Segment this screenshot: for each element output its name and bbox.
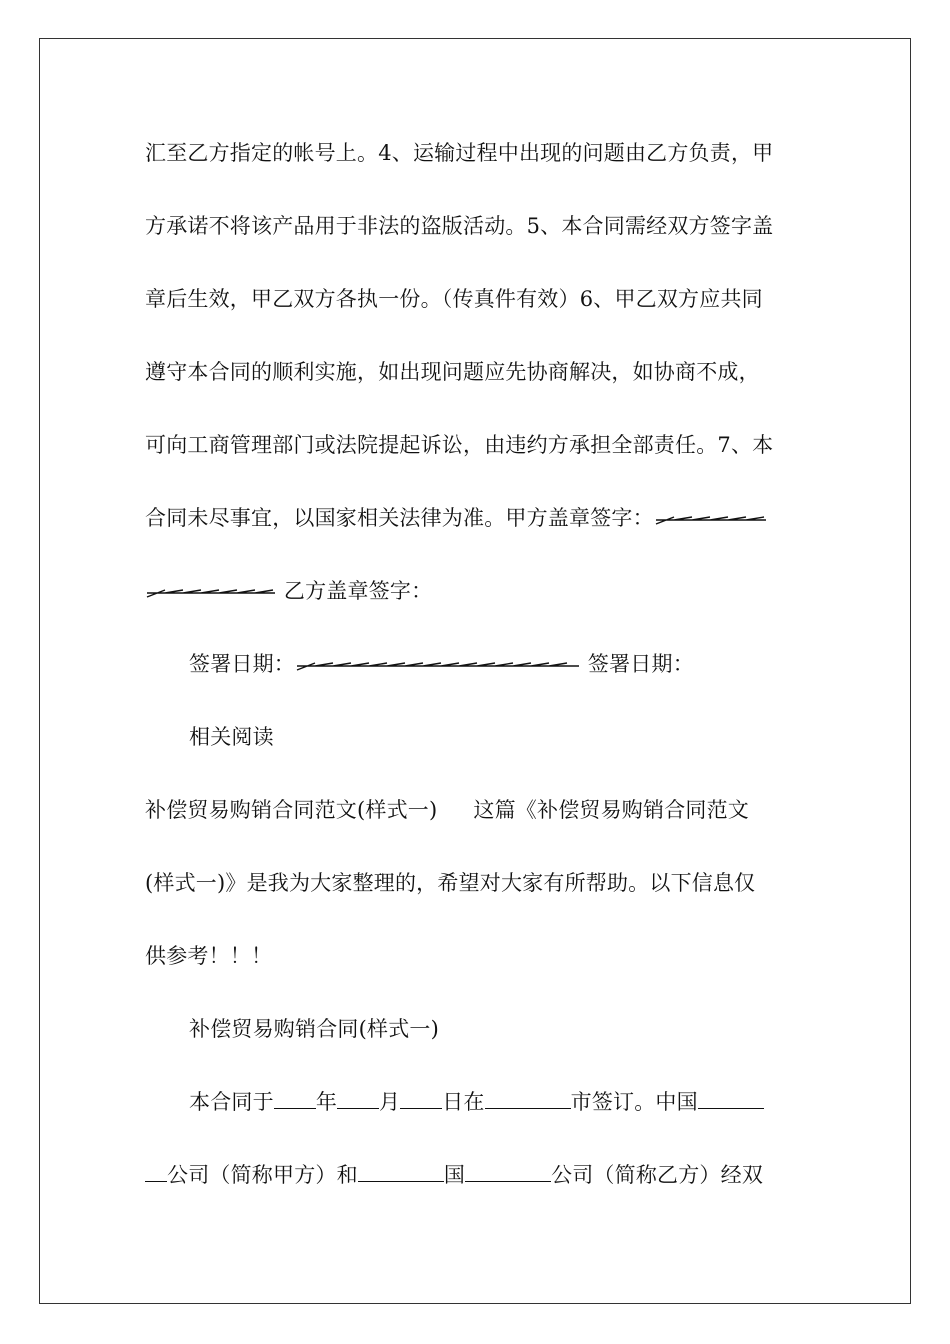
blank-country	[358, 1163, 444, 1182]
text-line-4: 遵守本合同的顺利实施，如出现问题应先协商解决，如协商不成，	[145, 360, 760, 384]
contract-title: 补偿贸易购销合同(样式一)	[189, 1017, 439, 1041]
blank-company-a	[698, 1090, 764, 1109]
blank-year	[274, 1090, 316, 1109]
blank-day	[400, 1090, 442, 1109]
blank-city	[485, 1090, 571, 1109]
contract-text: 月	[379, 1090, 401, 1114]
contract-text: 公司（简称甲方）和	[167, 1163, 358, 1187]
article-title: 补偿贸易购销合同范文(样式一)	[145, 798, 438, 822]
signature-line-a	[654, 514, 768, 526]
contract-paragraph-line-2	[145, 1152, 810, 1225]
party-b-signature-label: 乙方盖章签字：	[283, 579, 433, 603]
article-intro-line-2: (样式一)》是我为大家整理的，希望对大家有所帮助。以下信息仅	[145, 871, 756, 895]
text-line-3: 章后生效，甲乙双方各执一份。（传真件有效）6、甲乙双方应共同	[145, 287, 763, 311]
related-reading-heading: 相关阅读	[189, 725, 274, 749]
contract-text: 年	[315, 1090, 338, 1114]
article-intro-line-3: 供参考！！！	[145, 944, 273, 968]
text-line-5: 可向工商管理部门或法院提起诉讼，由违约方承担全部责任。7、本	[145, 433, 774, 457]
article-title-line	[145, 787, 810, 860]
sign-date-label-a: 签署日期：	[189, 652, 295, 676]
blank-company-a-cont	[145, 1163, 167, 1182]
blank-company-b	[465, 1163, 551, 1182]
contract-text: 本合同于	[189, 1090, 274, 1114]
contract-paragraph-line-1	[145, 1079, 810, 1152]
contract-text: 公司（简称乙方）经双	[551, 1163, 764, 1187]
text-line-6	[145, 495, 810, 568]
date-signature-line	[295, 660, 581, 672]
text-line-2: 方承诺不将该产品用于非法的盗版活动。5、本合同需经双方签字盖	[145, 214, 774, 238]
article-intro-start: 这篇《补偿贸易购销合同范文	[473, 798, 749, 822]
party-a-signature-label: 合同未尽事宜，以国家相关法律为准。甲方盖章签字：	[145, 506, 654, 530]
document-body	[145, 130, 810, 1225]
blank-month	[337, 1090, 379, 1109]
signature-line-a-cont	[145, 587, 277, 599]
contract-text: 市签订。中国	[570, 1090, 698, 1114]
sign-date-label-b: 签署日期：	[587, 652, 694, 676]
sign-date-line	[145, 641, 810, 714]
text-line-7	[145, 568, 810, 641]
text-line-1: 汇至乙方指定的帐号上。4、运输过程中出现的问题由乙方负责，甲	[145, 141, 774, 165]
contract-text: 国	[443, 1163, 466, 1187]
contract-text: 日在	[442, 1090, 485, 1114]
